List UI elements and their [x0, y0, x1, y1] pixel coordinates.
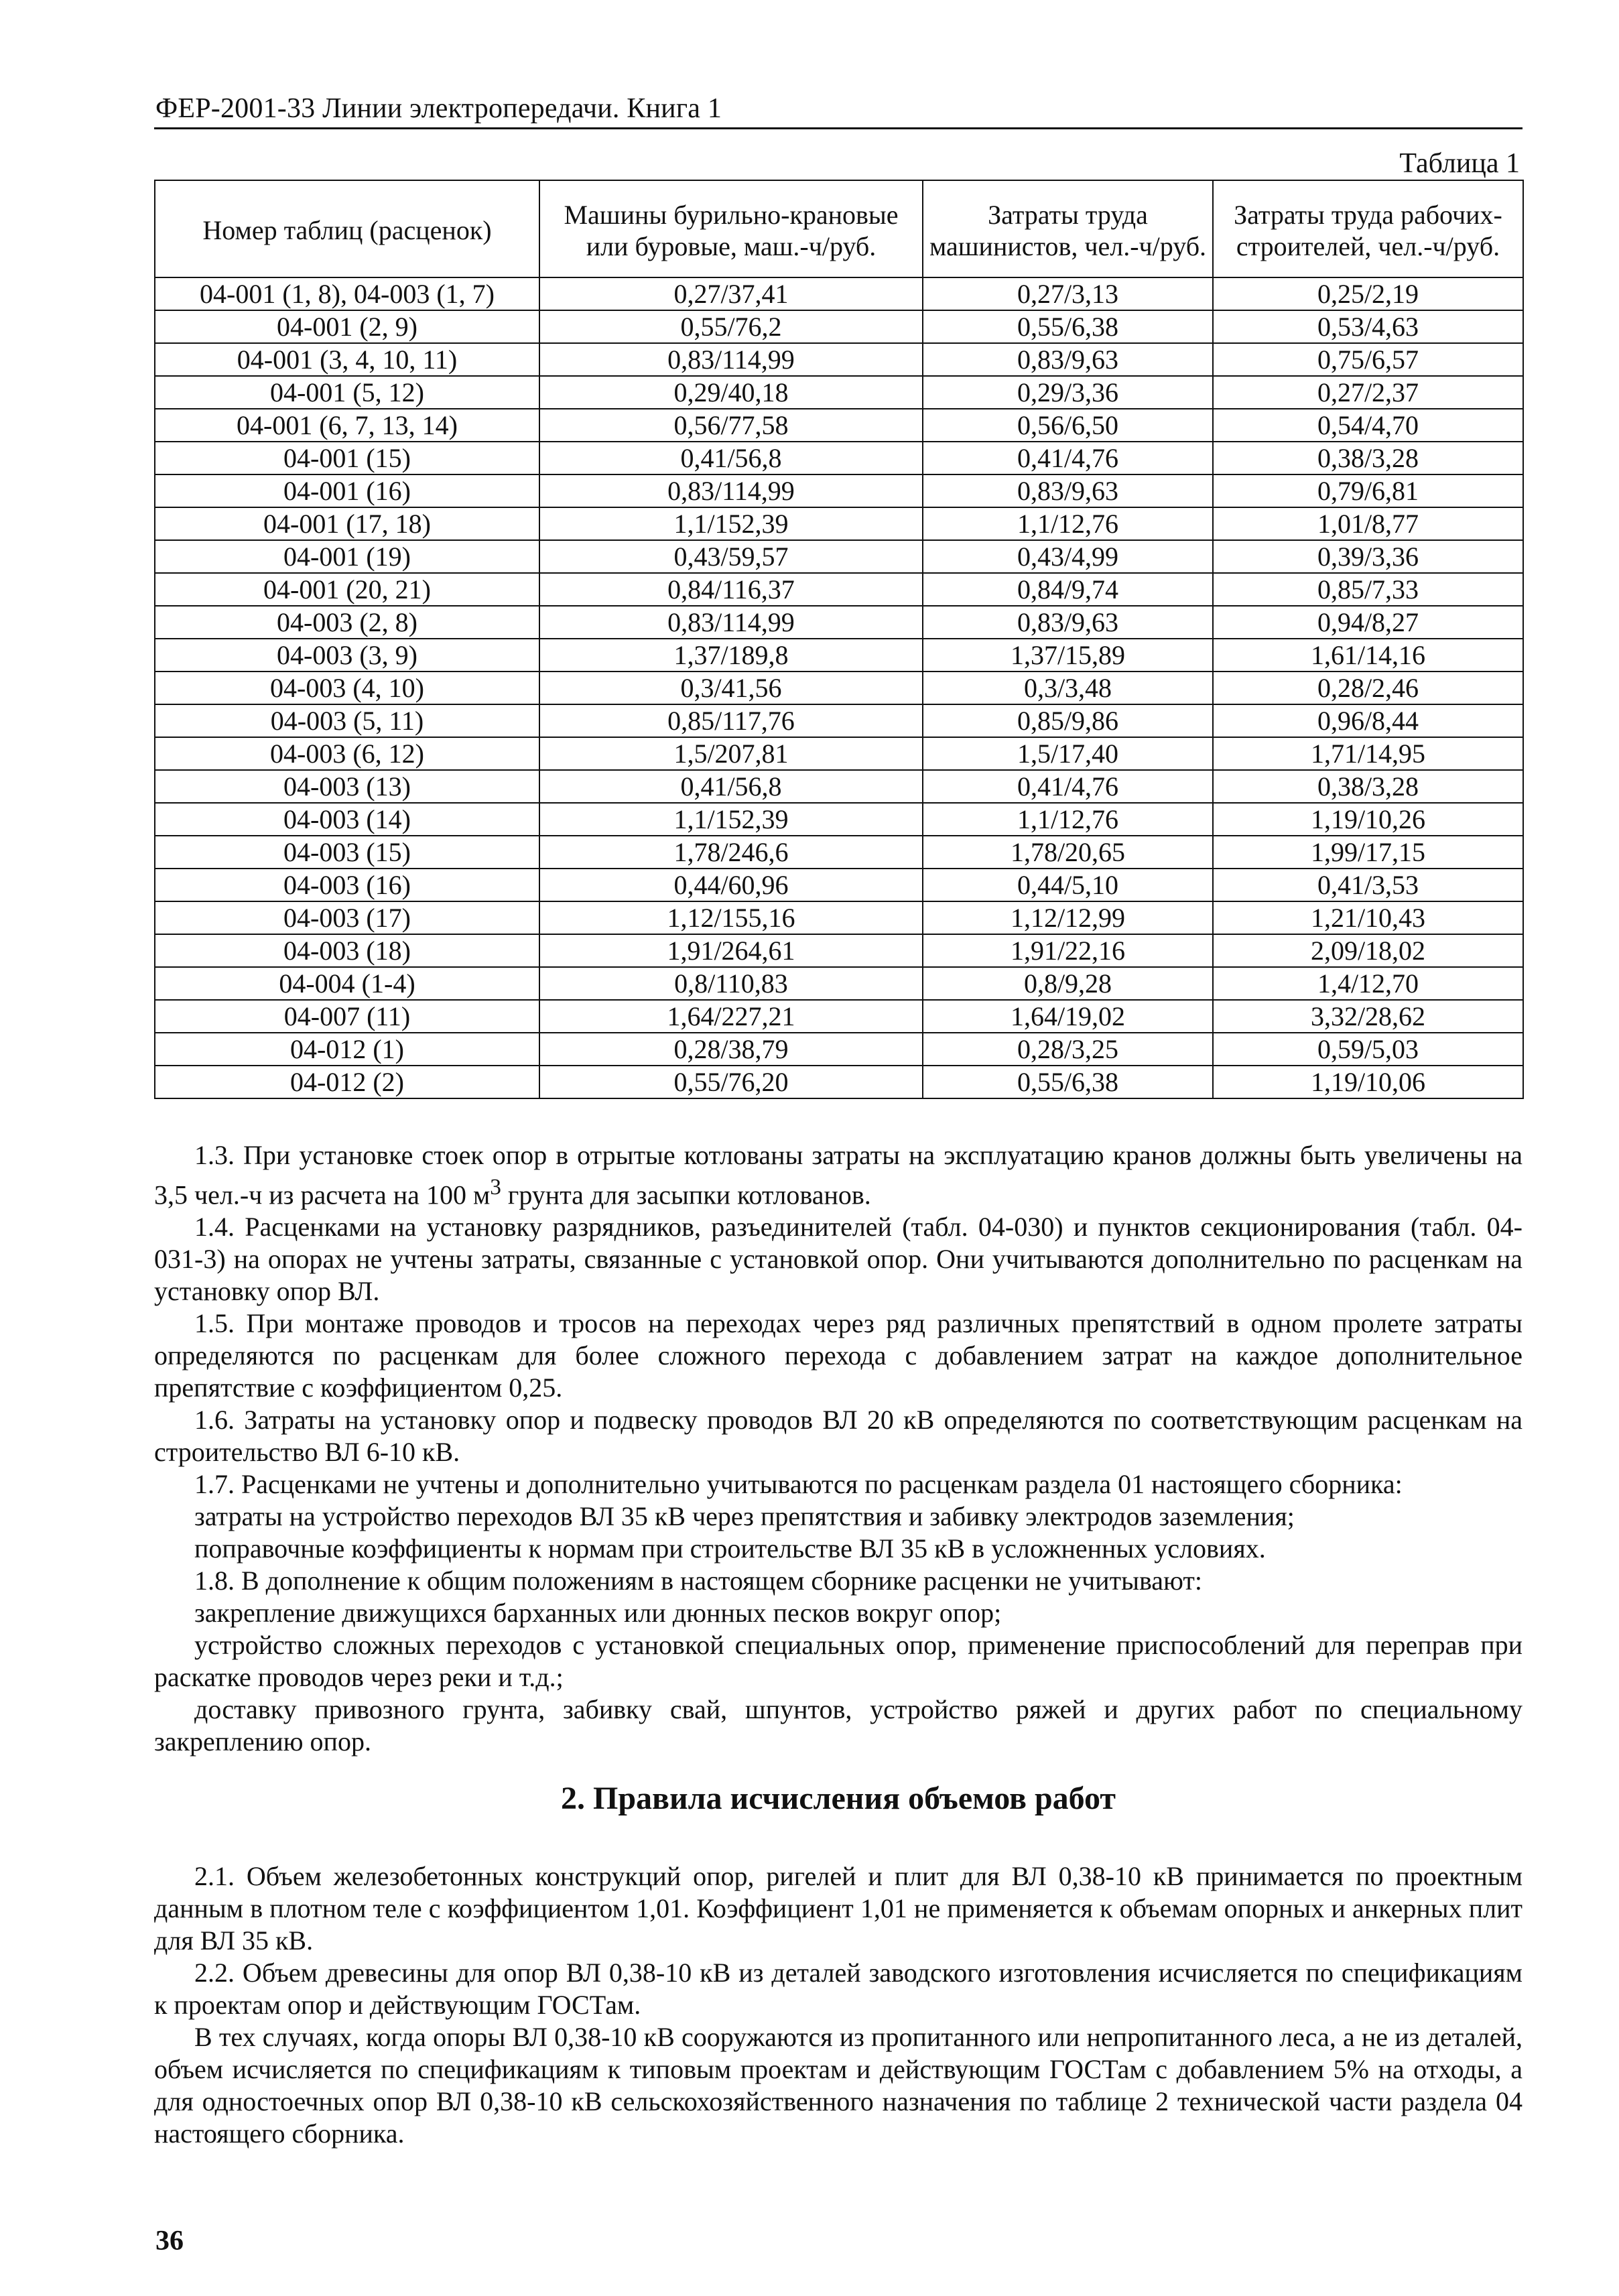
cell-operators-labor: 0,28/3,25: [923, 1033, 1213, 1066]
cell-table-number: 04-012 (2): [155, 1066, 539, 1098]
cell-operators-labor: 1,91/22,16: [923, 934, 1213, 967]
cell-operators-labor: 1,12/12,99: [923, 901, 1213, 934]
table-row: [155, 737, 1523, 770]
rule-2-2: 2.2. Объем древесины для опор ВЛ 0,38-10 кВ из деталей заводского изготовления исчисляется по спецификациям к проектам опор и действующим ГОСТам.: [154, 1958, 1523, 2020]
table-row: [155, 409, 1523, 442]
cell-operators-labor: 0,55/6,38: [923, 1066, 1213, 1098]
cell-operators-labor: 1,1/12,76: [923, 803, 1213, 836]
cell-machines: 1,1/152,39: [539, 507, 923, 540]
table-row: [155, 540, 1523, 573]
cell-table-number: 04-004 (1-4): [155, 967, 539, 1000]
cell-workers-labor: 0,25/2,19: [1213, 277, 1523, 310]
cell-workers-labor: 2,09/18,02: [1213, 934, 1523, 967]
cell-operators-labor: 0,29/3,36: [923, 376, 1213, 409]
cell-operators-labor: 0,85/9,86: [923, 704, 1213, 737]
table-row: [155, 704, 1523, 737]
cell-table-number: 04-003 (5, 11): [155, 704, 539, 737]
cell-operators-labor: 0,43/4,99: [923, 540, 1213, 573]
cell-workers-labor: 3,32/28,62: [1213, 1000, 1523, 1033]
table-row: [155, 803, 1523, 836]
cell-machines: 1,64/227,21: [539, 1000, 923, 1033]
cell-table-number: 04-003 (18): [155, 934, 539, 967]
cell-table-number: 04-003 (13): [155, 770, 539, 803]
table-row: [155, 836, 1523, 869]
cell-machines: 0,3/41,56: [539, 672, 923, 704]
cell-table-number: 04-003 (14): [155, 803, 539, 836]
note-1-7-item-b: поправочные коэффициенты к нормам при строительстве ВЛ 35 кВ в усложненных условиях.: [194, 1533, 1266, 1564]
note-1-3: 1.3. При установке стоек опор в отрытые котлованы затраты на эксплуатацию кранов должны быть увеличены на 3,5 чел.-ч из расчета на 100 $м^3$ грунта для засыпки котлованов.: [154, 1140, 1523, 1210]
cell-operators-labor: 0,84/9,74: [923, 573, 1213, 606]
cell-table-number: 04-003 (2, 8): [155, 606, 539, 639]
cell-machines: 1,12/155,16: [539, 901, 923, 934]
note-1-7: 1.7. Расценками не учтены и дополнительно учитываются по расценкам раздела 01 настоящего сборника:: [194, 1469, 1403, 1500]
column-header-operators-labor: Затраты труда машинистов, чел.-ч/руб.: [923, 180, 1213, 277]
note-1-8: 1.8. В дополнение к общим положениям в настоящем сборнике расценки не учитывают:: [194, 1566, 1203, 1596]
cell-machines: 0,55/76,20: [539, 1066, 923, 1098]
table-row: [155, 507, 1523, 540]
cell-table-number: 04-001 (16): [155, 474, 539, 507]
cell-table-number: 04-001 (3, 4, 10, 11): [155, 343, 539, 376]
cell-operators-labor: 0,83/9,63: [923, 606, 1213, 639]
cell-table-number: 04-003 (6, 12): [155, 737, 539, 770]
rule-2-2-continuation: В тех случаях, когда опоры ВЛ 0,38-10 кВ сооружаются из пропитанного или непропитанного леса, а не из деталей, объем исчисляется по спецификациям к типовым проектам и действующим ГОСТам с добавлением 5% на отходы, а для одностоечных опор ВЛ 0,38-10 кВ сельскохозяйственного назначения по таблице 2 технической части раздела 04 настоящего сборника.: [154, 2022, 1523, 2149]
column-header-table-number: Номер таблиц (расценок): [155, 180, 539, 277]
cell-workers-labor: 1,4/12,70: [1213, 967, 1523, 1000]
header-rule: [154, 127, 1523, 129]
cell-machines: 0,43/59,57: [539, 540, 923, 573]
cell-machines: 0,41/56,8: [539, 770, 923, 803]
table-row: [155, 639, 1523, 672]
cell-machines: 1,37/189,8: [539, 639, 923, 672]
table-row: [155, 1066, 1523, 1098]
cell-workers-labor: 1,99/17,15: [1213, 836, 1523, 869]
cell-machines: 0,55/76,2: [539, 310, 923, 343]
table-row: [155, 343, 1523, 376]
cell-operators-labor: 1,64/19,02: [923, 1000, 1213, 1033]
table-row: [155, 573, 1523, 606]
cell-operators-labor: 0,55/6,38: [923, 310, 1213, 343]
section-2-heading: 2. Правила исчисления объемов работ: [561, 1781, 1116, 1816]
note-1-5: 1.5. При монтаже проводов и тросов на переходах через ряд различных препятствий в одном пролете затраты определяются по расценкам для более сложного перехода с добавлением затрат на каждое дополнительное препятствие с коэффициентом 0,25.: [154, 1308, 1523, 1403]
cell-operators-labor: 0,41/4,76: [923, 442, 1213, 474]
cell-operators-labor: 1,5/17,40: [923, 737, 1213, 770]
table-row: [155, 606, 1523, 639]
table-row: [155, 474, 1523, 507]
cell-workers-labor: 1,71/14,95: [1213, 737, 1523, 770]
cell-table-number: 04-003 (15): [155, 836, 539, 869]
cell-machines: 0,83/114,99: [539, 474, 923, 507]
cell-table-number: 04-001 (17, 18): [155, 507, 539, 540]
cell-workers-labor: 0,41/3,53: [1213, 869, 1523, 901]
cell-workers-labor: 0,75/6,57: [1213, 343, 1523, 376]
cell-table-number: 04-003 (16): [155, 869, 539, 901]
cell-machines: 0,83/114,99: [539, 606, 923, 639]
cell-table-number: 04-007 (11): [155, 1000, 539, 1033]
rule-2-1: 2.1. Объем железобетонных конструкций опор, ригелей и плит для ВЛ 0,38-10 кВ принимается по проектным данным в плотном теле с коэффициентом 1,01. Коэффициент 1,01 не применяется к объемам опорных и анкерных плит для ВЛ 35 кВ.: [154, 1861, 1523, 1956]
cell-machines: 1,1/152,39: [539, 803, 923, 836]
cell-workers-labor: 0,59/5,03: [1213, 1033, 1523, 1066]
table-row: [155, 1033, 1523, 1066]
cell-table-number: 04-001 (19): [155, 540, 539, 573]
cell-workers-labor: 0,85/7,33: [1213, 573, 1523, 606]
rates-table: [154, 180, 1524, 1099]
cell-machines: 0,56/77,58: [539, 409, 923, 442]
cell-machines: 0,84/116,37: [539, 573, 923, 606]
table-caption: Таблица 1: [1399, 148, 1520, 179]
cell-table-number: 04-003 (3, 9): [155, 639, 539, 672]
cell-workers-labor: 1,01/8,77: [1213, 507, 1523, 540]
table-row: [155, 1000, 1523, 1033]
cell-operators-labor: 0,3/3,48: [923, 672, 1213, 704]
table-row: [155, 672, 1523, 704]
cell-table-number: 04-001 (6, 7, 13, 14): [155, 409, 539, 442]
cell-workers-labor: 0,28/2,46: [1213, 672, 1523, 704]
cell-machines: 0,41/56,8: [539, 442, 923, 474]
table-row: [155, 967, 1523, 1000]
cell-machines: 0,44/60,96: [539, 869, 923, 901]
note-1-8-item-b: устройство сложных переходов с установкой специальных опор, применение приспособлений для переправ при раскатке проводов через реки и т.д.;: [154, 1630, 1523, 1693]
cell-workers-labor: 0,79/6,81: [1213, 474, 1523, 507]
cell-table-number: 04-001 (20, 21): [155, 573, 539, 606]
cell-operators-labor: 1,37/15,89: [923, 639, 1213, 672]
table-row: [155, 901, 1523, 934]
note-1-8-item-a: закрепление движущихся барханных или дюнных песков вокруг опор;: [194, 1598, 1002, 1629]
cell-workers-labor: 1,61/14,16: [1213, 639, 1523, 672]
cell-workers-labor: 0,38/3,28: [1213, 442, 1523, 474]
note-1-4: 1.4. Расценками на установку разрядников, разъединителей (табл. 04-030) и пунктов секционирования (табл. 04-031-3) на опорах не учтены затраты, связанные с установкой опор. Они учитываются дополнительно по расценкам на установку опор ВЛ.: [154, 1212, 1523, 1307]
notes-block: [154, 1139, 1523, 1758]
cell-table-number: 04-003 (4, 10): [155, 672, 539, 704]
cell-workers-labor: 1,19/10,26: [1213, 803, 1523, 836]
table-body: [155, 277, 1523, 1098]
cell-workers-labor: 0,38/3,28: [1213, 770, 1523, 803]
cell-workers-labor: 0,94/8,27: [1213, 606, 1523, 639]
cell-workers-labor: 0,96/8,44: [1213, 704, 1523, 737]
cell-workers-labor: 0,54/4,70: [1213, 409, 1523, 442]
cell-machines: 1,5/207,81: [539, 737, 923, 770]
cell-machines: 0,29/40,18: [539, 376, 923, 409]
cell-operators-labor: 0,41/4,76: [923, 770, 1213, 803]
cell-table-number: 04-003 (17): [155, 901, 539, 934]
cell-table-number: 04-001 (15): [155, 442, 539, 474]
cell-table-number: 04-012 (1): [155, 1033, 539, 1066]
note-1-7-item-a: затраты на устройство переходов ВЛ 35 кВ через препятствия и забивку электродов заземления;: [194, 1501, 1295, 1532]
cell-operators-labor: 1,78/20,65: [923, 836, 1213, 869]
cell-machines: 0,28/38,79: [539, 1033, 923, 1066]
table-row: [155, 442, 1523, 474]
cell-operators-labor: 0,83/9,63: [923, 343, 1213, 376]
table-row: [155, 869, 1523, 901]
running-header: ФЕР-2001-33 Линии электропередачи. Книга 1: [155, 93, 722, 124]
cell-operators-labor: 0,8/9,28: [923, 967, 1213, 1000]
cell-table-number: 04-001 (5, 12): [155, 376, 539, 409]
column-header-workers-labor: Затраты труда рабочих-строителей, чел.-ч/руб.: [1213, 180, 1523, 277]
cell-workers-labor: 0,39/3,36: [1213, 540, 1523, 573]
cell-machines: 0,85/117,76: [539, 704, 923, 737]
cell-table-number: 04-001 (2, 9): [155, 310, 539, 343]
section-2-block: [154, 1860, 1523, 2150]
table-row: [155, 770, 1523, 803]
cell-machines: 0,27/37,41: [539, 277, 923, 310]
cell-operators-labor: 1,1/12,76: [923, 507, 1213, 540]
cell-operators-labor: 0,83/9,63: [923, 474, 1213, 507]
cell-workers-labor: 0,53/4,63: [1213, 310, 1523, 343]
cell-operators-labor: 0,27/3,13: [923, 277, 1213, 310]
cell-operators-labor: 0,44/5,10: [923, 869, 1213, 901]
table-row: [155, 376, 1523, 409]
table-row: [155, 277, 1523, 310]
cell-table-number: 04-001 (1, 8), 04-003 (1, 7): [155, 277, 539, 310]
cell-operators-labor: 0,56/6,50: [923, 409, 1213, 442]
table-row: [155, 934, 1523, 967]
cell-machines: 1,91/264,61: [539, 934, 923, 967]
cell-workers-labor: 1,21/10,43: [1213, 901, 1523, 934]
note-1-8-item-c: доставку привозного грунта, забивку свай, шпунтов, устройство ряжей и других работ по специальному закреплению опор.: [154, 1694, 1523, 1757]
cell-machines: 0,83/114,99: [539, 343, 923, 376]
page-number: 36: [155, 2226, 184, 2256]
cell-workers-labor: 1,19/10,06: [1213, 1066, 1523, 1098]
table-row: [155, 310, 1523, 343]
cell-workers-labor: 0,27/2,37: [1213, 376, 1523, 409]
column-header-machines: Машины бурильно-крановые или буровые, маш.-ч/руб.: [539, 180, 923, 277]
cell-machines: 1,78/246,6: [539, 836, 923, 869]
note-1-6: 1.6. Затраты на установку опор и подвеску проводов ВЛ 20 кВ определяются по соответствующим расценкам на строительство ВЛ 6-10 кВ.: [154, 1405, 1523, 1468]
cell-machines: 0,8/110,83: [539, 967, 923, 1000]
table-header-row: [155, 180, 1523, 277]
